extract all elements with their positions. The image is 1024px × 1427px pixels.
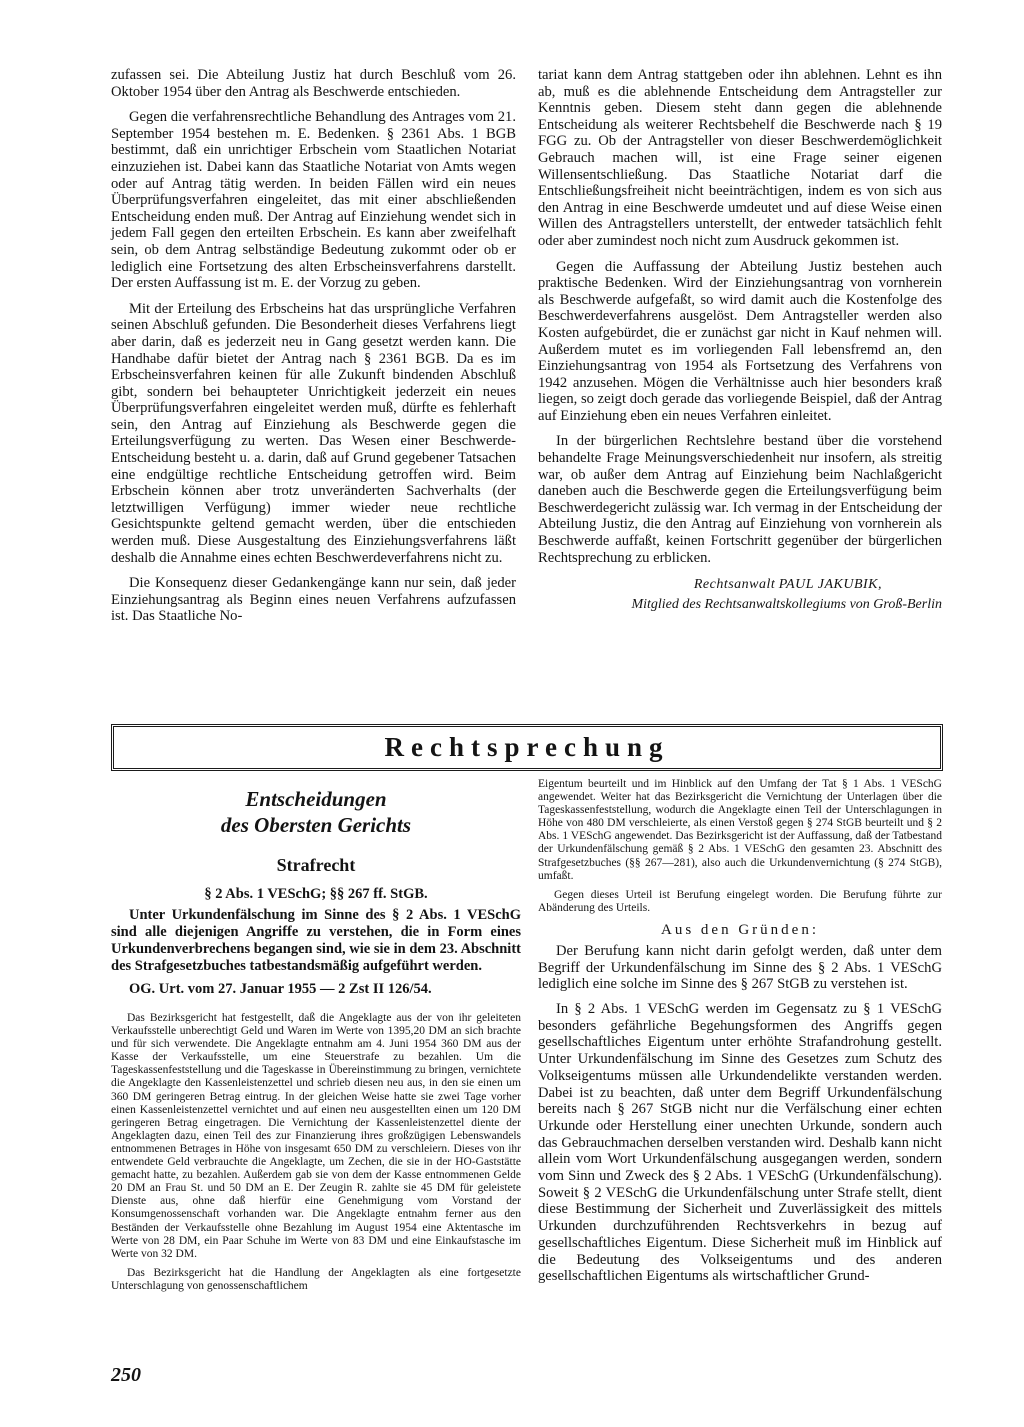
court-heading-line-1: Entscheidungen (245, 787, 387, 811)
top-right-column (538, 67, 942, 615)
paragraph: Gegen die Auffassung der Abteilung Justiz bestehen auch praktische Bedenken. Wird der Einziehungsantrag von vornherein als Beschwerde aufgefaßt, so wird damit auch die Kostenfolge des Beschwerdeverfahrens ausgelöst. Dem Antragsteller werden also Kosten aufgebürdet, die er zunächst gar nicht in Kauf nehmen will. Außerdem mutet es im vorliegenden Fall lebensfremd an, den Einziehungsantrag von 1954 als Fortsetzung des Verfahrens von 1942 anzusehen. Mögen die Verhältnisse auch hier besonders kraß liegen, so zeigt doch gerade das vorliegende Beispiel, daß der Antrag auf Einziehung eben ein neues Verfahren einleitet. (538, 258, 942, 424)
case-reference: OG. Urt. vom 27. Januar 1955 — 2 Zst II 126/54. (129, 981, 432, 997)
author-title: Rechtsanwalt (693, 577, 776, 593)
author-name-line (538, 575, 942, 595)
section-banner (111, 724, 943, 771)
headnote: Unter Urkundenfälschung im Sinne des § 2 Abs. 1 VESchG sind alle diejenigen Angriffe zu verstehen, die in Form eines Urkundenverbrechens begangen sind, wie sie in dem 23. Abschnitt des Strafgesetzbuches tatbestandsmäßig aufgeführt werden. (111, 907, 521, 974)
paragraph: Mit der Erteilung des Erbscheins hat das ursprüngliche Verfahren seinen Abschluß gefunden. Die Besonderheit dieses Verfahrens liegt aber darin, daß es jederzeit neu in Gang gesetzt werden kann. Die Handhabe dafür bietet der Antrag nach § 2361 BGB. Da es im Erbscheinsverfahren keinen für alle Zukunft bindenden Abschluß gibt, sondern bei behaupteter Unrichtigkeit jederzeit ein neues Überprüfungsverfahren eingeleitet werden muß, dürfte es fehlerhaft sein, den Antrag auf Einziehung als Beschwerde gegen die Erteilungsverfügung zu werten. Das Wesen einer Beschwerde-Entscheidung besteht u. a. darin, daß auf Grund gegebener Tatsachen eine endgültige rechtliche Entscheidung getroffen wird. Beim Erbschein können aber trotz unveränderten Sachverhalts (der letztwilligen Verfügung) immer wieder neue rechtliche Gesichtspunkte geltend gemacht werden, über die entschieden werden muß. Diese Ausgestaltung des Einziehungsverfahrens läßt deshalb die Annahme eines echten Beschwerdeverfahrens nicht zu. (111, 300, 516, 566)
section-title: Rechtsprechung (384, 732, 670, 762)
paragraph: Gegen die verfahrensrechtliche Behandlung des Antrages vom 21. September 1954 bestehen m. E. Bedenken. § 2361 Abs. 1 BGB bestimmt, daß ein unrichtiger Erbschein vom Staatlichen Notariat einzuziehen ist. Dabei kann das Staatliche Notariat von Amts wegen oder auf Antrag tätig werden. In beiden Fällen wird ein neues Überprüfungsverfahren eingeleitet, das mit einer abschließenden Entscheidung enden muß. Der Antrag auf Einziehung wendet sich in jedem Fall gegen den erteilten Erbschein. Es kann aber zweifelhaft sein, ob dem Antrag selbständige Bedeutung zukommt oder ob er lediglich eine Fortsetzung des alten Erbscheinsverfahrens darstellt. Der ersten Auffassung ist m. E. der Vorzug zu geben. (111, 109, 516, 292)
bottom-right-column (538, 778, 942, 1293)
facts-paragraph: Eigentum beurteilt und im Hinblick auf den Umfang der Tat § 1 Abs. 1 VESchG angewendet. Weiter hat das Bezirksgericht die Vernichtung der Unterlagen über die Tageskassenfeststellung, wodurch die Angeklagte einen Teil der Unterschlagungen in Höhe von 480 DM verschleierte, als einen Verstoß gegen § 274 StGB beurteilt und § 2 Abs. 1 VESchG angewendet. Das Bezirksgericht ist der Auffassung, daß der Tatbestand der Urkundenfälschung gemäß § 2 Abs. 1 VESchG den gesamten 23. Abschnitt des Strafgesetzbuches (§§ 267—281), also auch die Urkundenvernichtung (§ 274 StGB), umfaßt. (538, 778, 942, 882)
reasons-heading: Aus den Gründen: (661, 921, 819, 938)
author-signature (538, 575, 942, 615)
paragraph: tariat kann dem Antrag stattgeben oder ihn ablehnen. Lehnt es ihn ab, muß es die ablehnende Entscheidung dem Antragsteller zur Kenntnis geben. Diesem steht dann gegen die ablehnende Entscheidung als weiterer Rechtsbehelf die Beschwerde nach § 19 FGG zu. Ob der Antragsteller von dieser Beschwerdemöglichkeit Gebrauch machen will, ist eine Frage seiner eigenen Willensentschließung. Das Staatliche Notariat darf die Entschließungsfreiheit nicht beeinträchtigen, indem es von sich aus den Antrag in eine Beschwerde umdeutet und auf diese Weise einen Willen des Antragstellers unterstellt, der entweder tatsächlich fehlt oder aber zumindest noch nicht zum Ausdruck gekommen ist. (538, 67, 942, 249)
statute-reference: § 2 Abs. 1 VESchG; §§ 267 ff. StGB. (204, 886, 428, 902)
facts-paragraph: Das Bezirksgericht hat die Handlung der Angeklagten als eine fortgesetzte Unterschlagung von genossenschaftlichem (111, 1266, 521, 1292)
paragraph: zufassen sei. Die Abteilung Justiz hat durch Beschluß vom 26. Oktober 1954 über den Antrag als Beschwerde entschieden. (111, 67, 516, 100)
appeal-paragraph: Gegen dieses Urteil ist Berufung eingelegt worden. Die Berufung führte zur Abänderung des Urteils. (538, 888, 942, 914)
top-left-column (111, 67, 516, 634)
author-affiliation: Mitglied des Rechtsanwaltskollegiums von Groß-Berlin (631, 597, 942, 613)
law-area-heading: Strafrecht (276, 855, 356, 875)
paragraph: Die Konsequenz dieser Gedankengänge kann nur sein, daß jeder Einziehungsantrag als Beginn eines neuen Verfahrens aufzufassen ist. Das Staatliche No- (111, 575, 516, 625)
reasons-paragraph: In § 2 Abs. 1 VESchG werden im Gegensatz zu § 1 VESchG besonders gefährliche Begehungsformen des Angriffs gegen gesellschaftliches Eigentum unter erhöhte Strafandrohung gestellt. Unter Urkundenfälschung im Sinne des Gesetzes zum Schutz des Volkseigentums müssen alle Urkundendelikte verstanden werden. Dabei ist zu beachten, daß unter dem Begriff Urkundenfälschung bereits nach § 267 StGB nicht nur die Verfälschung einer echten Urkunde oder Herstellung einer unechten Urkunde, sondern auch das Gebrauchmachen derselben verstanden wird. Deshalb kann nicht allein vom Wort Urkundenfälschung ausgegangen werden, sondern vom Sinn und Zweck des § 2 Abs. 1 VESchG (Urkundenfälschung). Soweit § 2 VESchG die Urkundenfälschung unter Strafe stellt, dient diese Bestimmung der Sicherheit und Zuverlässigkeit des mittels Urkunden durchzuführenden Rechtsverkehrs in bezug auf gesellschaftliches Eigentum. Diese Sicherheit muß im Hinblick auf die Bedeutung des Volkseigentums und des anderen gesellschaftlichen Eigentums als wirtschaftlicher Grund- (538, 1001, 942, 1285)
author-name: PAUL JAKUBIK, (778, 577, 882, 593)
bottom-left-column (111, 786, 521, 1299)
court-heading-line-2: des Obersten Gerichts (220, 813, 412, 837)
page-number: 250 (111, 1364, 141, 1386)
facts-paragraph: Das Bezirksgericht hat festgestellt, daß die Angeklagte aus der von ihr geleiteten Verkaufsstelle unberechtigt Geld und Waren im Werte von 1395,20 DM an sich brachte und für sich verwendete. Die Angeklagte entnahm am 4. Juni 1954 360 DM aus der Kasse der Verkaufsstelle, um eine Steuerstrafe zu bezahlen. Um die Tageskassenfeststellung und die Tageskasse in Übereinstimmung zu bringen, vernichtete die Angeklagte den Kassenleistenzettel und schrieb diesen neu aus, in den sie einen um 360 DM geringeren Betrag eintrug. In der gleichen Weise hatte sie zwei Tage vorher einen Kassenleistenzettel vernichtet und auf einen neu ausgestellten einen um 120 DM geringeren Betrag eingetragen. Die Vernichtung der Kassenleistenzettel diente der Angeklagten dazu, einen Teil des zur Finanzierung ihres großzügigen Lebenswandels entnommenen Betrages in Höhe von insgesamt 650 DM zu verschleiern. Dieses von ihr entwendete Geld verbrauchte die Angeklagte, um Zechen, die sie in der HO-Gaststätte gemacht hatte, zu bezahlen. Außerdem gab sie von dem der Kasse entnommenen Gelde 20 DM an Frau St. und 50 DM an E. Der Zeugin R. zahlte sie 45 DM für geleistete Dienste aus, ohne daß hierfür eine Genehmigung vom Vorstand der Konsumgenossenschaft vorhanden war. Die Angeklagte entnahm ferner aus den Beständen der Verkaufsstelle ohne Bezahlung im August 1954 eine Aktentasche im Werte von 28 DM, ein Paar Schuhe im Werte von 83 DM und eine Einkaufstasche im Werte von 32 DM. (111, 1012, 521, 1260)
paragraph: In der bürgerlichen Rechtslehre bestand über die vorstehend behandelte Frage Meinungsverschiedenheit nur insofern, als streitig war, ob außer dem Antrag auf Einziehung beim Nachlaßgericht daneben auch die Beschwerde gegen die Erteilungsverfügung beim Beschwerdegericht zulässig war. Ich vermag in der Entscheidung der Abteilung Justiz, die den Antrag auf Einziehung von vornherein als Beschwerde auffaßt, keinen Fortschritt gegenüber der bürgerlichen Rechtsprechung zu erblicken. (538, 433, 942, 566)
reasons-paragraph: Der Berufung kann nicht darin gefolgt werden, daß unter dem Begriff der Urkundenfälschung im Sinne des § 2 Abs. 1 VESchG lediglich eine solche im Sinne des § 267 StGB zu verstehen ist. (538, 942, 942, 993)
